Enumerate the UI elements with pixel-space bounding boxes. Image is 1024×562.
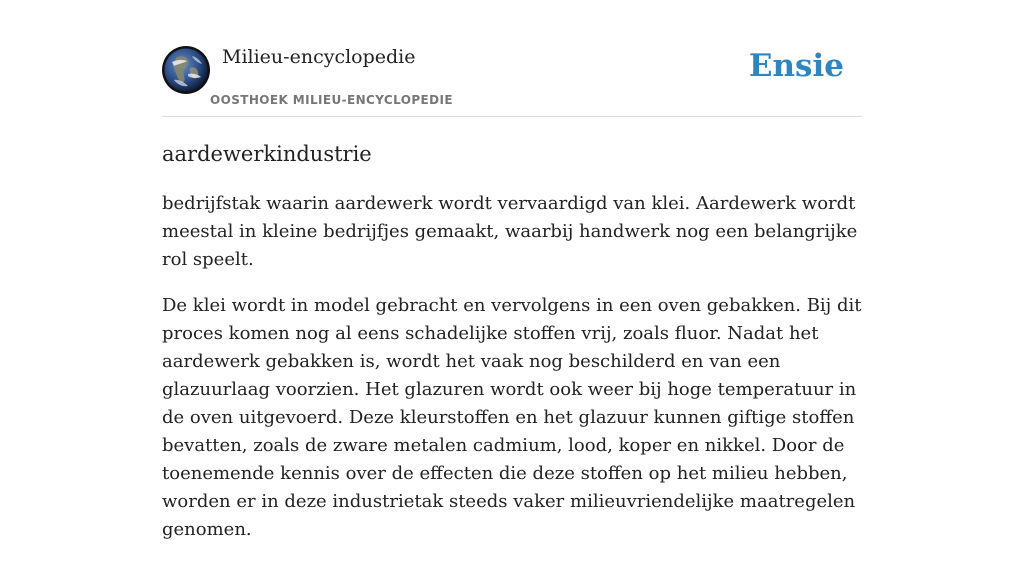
article-paragraph: De klei wordt in model gebracht en vervolgens in een oven gebakken. Bij dit proces komen nog al eens schadelijke stoffen vrij, zoals fluor. Nadat het aardewerk gebakken is, wordt het vaak nog beschilderd en van een glazuurlaag voorzien. Het glazuren wordt ook weer bij hoge temperatuur in de oven uitgevoerd. Deze kleurstoffen en het glazuur kunnen giftige stoffen bevatten, zoals de zware metalen cadmium, lood, koper en nikkel. Door de toenemende kennis over de effecten die deze stoffen op het milieu hebben, worden er in deze industrietak steeds vaker milieuvriendelijke maatregelen genomen. xyxy=(162,295,862,540)
brand-logo[interactable]: Ensie xyxy=(748,48,844,84)
article xyxy=(162,138,862,562)
site-title[interactable]: Milieu-encyclopedie xyxy=(222,46,416,68)
site-header xyxy=(162,44,862,117)
article-title: aardewerkindustrie xyxy=(162,142,372,166)
article-paragraph: bedrijfstak waarin aardewerk wordt vervaardigd van klei. Aardewerk wordt meestal in kleine bedrijfjes gemaakt, waarbij handwerk nog een belangrijke rol speelt. xyxy=(162,193,858,270)
site-subtitle: OOSTHOEK MILIEU-ENCYCLOPEDIE xyxy=(210,93,453,107)
earth-globe-icon[interactable] xyxy=(162,46,210,94)
